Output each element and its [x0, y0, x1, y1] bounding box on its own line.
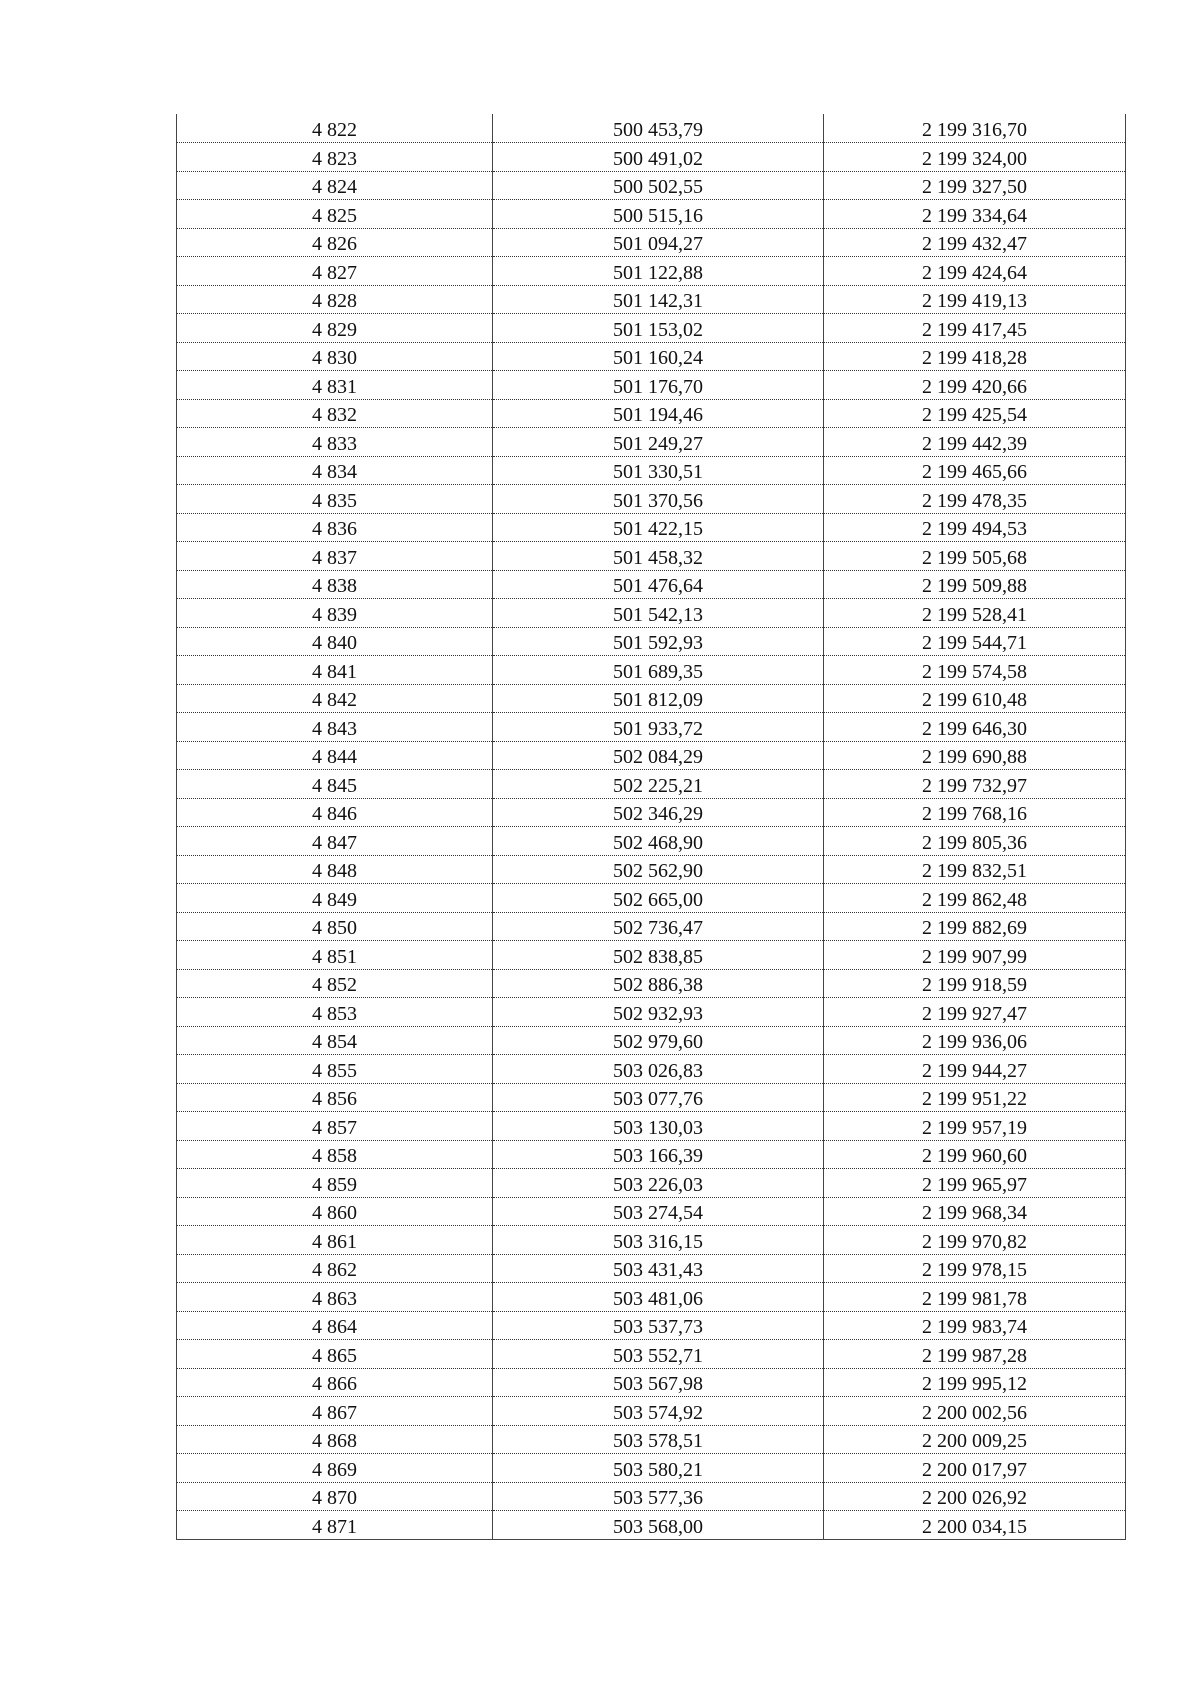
point-number-cell: 4 858	[177, 1140, 493, 1169]
y-coordinate-cell: 2 199 418,28	[824, 342, 1126, 371]
coordinates-table	[176, 114, 1126, 1540]
x-coordinate-cell: 502 979,60	[493, 1026, 824, 1055]
table-row	[177, 542, 1126, 571]
y-coordinate-cell: 2 199 442,39	[824, 428, 1126, 457]
table-row	[177, 1482, 1126, 1511]
table-row	[177, 770, 1126, 799]
point-number-cell: 4 826	[177, 228, 493, 257]
x-coordinate-cell: 503 574,92	[493, 1397, 824, 1426]
point-number-cell: 4 842	[177, 684, 493, 713]
table-row	[177, 513, 1126, 542]
table-row	[177, 1083, 1126, 1112]
table-row	[177, 1283, 1126, 1312]
x-coordinate-cell: 503 026,83	[493, 1055, 824, 1084]
table-row	[177, 656, 1126, 685]
table-row	[177, 171, 1126, 200]
x-coordinate-cell: 502 736,47	[493, 912, 824, 941]
y-coordinate-cell: 2 199 968,34	[824, 1197, 1126, 1226]
point-number-cell: 4 839	[177, 599, 493, 628]
y-coordinate-cell: 2 199 918,59	[824, 969, 1126, 998]
x-coordinate-cell: 501 153,02	[493, 314, 824, 343]
y-coordinate-cell: 2 199 574,58	[824, 656, 1126, 685]
y-coordinate-cell: 2 199 478,35	[824, 485, 1126, 514]
table-row	[177, 827, 1126, 856]
point-number-cell: 4 838	[177, 570, 493, 599]
y-coordinate-cell: 2 199 978,15	[824, 1254, 1126, 1283]
x-coordinate-cell: 503 274,54	[493, 1197, 824, 1226]
y-coordinate-cell: 2 199 646,30	[824, 713, 1126, 742]
x-coordinate-cell: 501 094,27	[493, 228, 824, 257]
table-row	[177, 884, 1126, 913]
x-coordinate-cell: 502 665,00	[493, 884, 824, 913]
y-coordinate-cell: 2 199 951,22	[824, 1083, 1126, 1112]
x-coordinate-cell: 502 084,29	[493, 741, 824, 770]
y-coordinate-cell: 2 199 690,88	[824, 741, 1126, 770]
y-coordinate-cell: 2 199 732,97	[824, 770, 1126, 799]
table-row	[177, 1169, 1126, 1198]
x-coordinate-cell: 503 537,73	[493, 1311, 824, 1340]
table-row	[177, 143, 1126, 172]
x-coordinate-cell: 503 316,15	[493, 1226, 824, 1255]
point-number-cell: 4 852	[177, 969, 493, 998]
y-coordinate-cell: 2 199 987,28	[824, 1340, 1126, 1369]
point-number-cell: 4 822	[177, 114, 493, 143]
x-coordinate-cell: 501 176,70	[493, 371, 824, 400]
point-number-cell: 4 845	[177, 770, 493, 799]
table-row	[177, 1511, 1126, 1540]
table-row	[177, 1140, 1126, 1169]
point-number-cell: 4 856	[177, 1083, 493, 1112]
x-coordinate-cell: 501 142,31	[493, 285, 824, 314]
y-coordinate-cell: 2 199 936,06	[824, 1026, 1126, 1055]
table-row	[177, 855, 1126, 884]
x-coordinate-cell: 501 194,46	[493, 399, 824, 428]
point-number-cell: 4 868	[177, 1425, 493, 1454]
x-coordinate-cell: 501 458,32	[493, 542, 824, 571]
table-row	[177, 713, 1126, 742]
table-row	[177, 912, 1126, 941]
x-coordinate-cell: 500 491,02	[493, 143, 824, 172]
point-number-cell: 4 859	[177, 1169, 493, 1198]
table-row	[177, 399, 1126, 428]
table-row	[177, 428, 1126, 457]
point-number-cell: 4 823	[177, 143, 493, 172]
y-coordinate-cell: 2 199 927,47	[824, 998, 1126, 1027]
point-number-cell: 4 831	[177, 371, 493, 400]
point-number-cell: 4 865	[177, 1340, 493, 1369]
point-number-cell: 4 830	[177, 342, 493, 371]
x-coordinate-cell: 500 502,55	[493, 171, 824, 200]
x-coordinate-cell: 501 476,64	[493, 570, 824, 599]
table-row	[177, 257, 1126, 286]
x-coordinate-cell: 503 577,36	[493, 1482, 824, 1511]
x-coordinate-cell: 501 689,35	[493, 656, 824, 685]
point-number-cell: 4 863	[177, 1283, 493, 1312]
table-row	[177, 741, 1126, 770]
y-coordinate-cell: 2 199 509,88	[824, 570, 1126, 599]
point-number-cell: 4 864	[177, 1311, 493, 1340]
table-row	[177, 1340, 1126, 1369]
table-row	[177, 1454, 1126, 1483]
x-coordinate-cell: 503 580,21	[493, 1454, 824, 1483]
y-coordinate-cell: 2 199 505,68	[824, 542, 1126, 571]
x-coordinate-cell: 501 370,56	[493, 485, 824, 514]
table-row	[177, 1112, 1126, 1141]
point-number-cell: 4 824	[177, 171, 493, 200]
y-coordinate-cell: 2 200 002,56	[824, 1397, 1126, 1426]
point-number-cell: 4 846	[177, 798, 493, 827]
point-number-cell: 4 866	[177, 1368, 493, 1397]
x-coordinate-cell: 501 422,15	[493, 513, 824, 542]
y-coordinate-cell: 2 199 544,71	[824, 627, 1126, 656]
y-coordinate-cell: 2 199 424,64	[824, 257, 1126, 286]
point-number-cell: 4 860	[177, 1197, 493, 1226]
x-coordinate-cell: 501 249,27	[493, 428, 824, 457]
y-coordinate-cell: 2 199 324,00	[824, 143, 1126, 172]
y-coordinate-cell: 2 199 465,66	[824, 456, 1126, 485]
y-coordinate-cell: 2 199 528,41	[824, 599, 1126, 628]
x-coordinate-cell: 501 592,93	[493, 627, 824, 656]
y-coordinate-cell: 2 199 907,99	[824, 941, 1126, 970]
point-number-cell: 4 840	[177, 627, 493, 656]
point-number-cell: 4 833	[177, 428, 493, 457]
x-coordinate-cell: 502 468,90	[493, 827, 824, 856]
x-coordinate-cell: 503 431,43	[493, 1254, 824, 1283]
table-row	[177, 342, 1126, 371]
point-number-cell: 4 867	[177, 1397, 493, 1426]
point-number-cell: 4 843	[177, 713, 493, 742]
table-row	[177, 1397, 1126, 1426]
point-number-cell: 4 871	[177, 1511, 493, 1540]
point-number-cell: 4 853	[177, 998, 493, 1027]
point-number-cell: 4 870	[177, 1482, 493, 1511]
x-coordinate-cell: 503 568,00	[493, 1511, 824, 1540]
table-row	[177, 1226, 1126, 1255]
table-row	[177, 599, 1126, 628]
table-row	[177, 1311, 1126, 1340]
table-row	[177, 941, 1126, 970]
y-coordinate-cell: 2 199 983,74	[824, 1311, 1126, 1340]
y-coordinate-cell: 2 199 419,13	[824, 285, 1126, 314]
y-coordinate-cell: 2 199 494,53	[824, 513, 1126, 542]
y-coordinate-cell: 2 199 425,54	[824, 399, 1126, 428]
y-coordinate-cell: 2 199 960,60	[824, 1140, 1126, 1169]
table-row	[177, 285, 1126, 314]
y-coordinate-cell: 2 199 420,66	[824, 371, 1126, 400]
point-number-cell: 4 836	[177, 513, 493, 542]
x-coordinate-cell: 502 225,21	[493, 770, 824, 799]
y-coordinate-cell: 2 199 995,12	[824, 1368, 1126, 1397]
point-number-cell: 4 851	[177, 941, 493, 970]
x-coordinate-cell: 503 552,71	[493, 1340, 824, 1369]
coordinates-table-body	[177, 114, 1126, 1539]
y-coordinate-cell: 2 200 034,15	[824, 1511, 1126, 1540]
point-number-cell: 4 847	[177, 827, 493, 856]
x-coordinate-cell: 500 515,16	[493, 200, 824, 229]
point-number-cell: 4 837	[177, 542, 493, 571]
y-coordinate-cell: 2 199 944,27	[824, 1055, 1126, 1084]
y-coordinate-cell: 2 199 334,64	[824, 200, 1126, 229]
y-coordinate-cell: 2 199 432,47	[824, 228, 1126, 257]
table-row	[177, 969, 1126, 998]
table-row	[177, 570, 1126, 599]
point-number-cell: 4 869	[177, 1454, 493, 1483]
point-number-cell: 4 827	[177, 257, 493, 286]
table-row	[177, 371, 1126, 400]
point-number-cell: 4 829	[177, 314, 493, 343]
table-row	[177, 627, 1126, 656]
table-row	[177, 684, 1126, 713]
y-coordinate-cell: 2 199 882,69	[824, 912, 1126, 941]
point-number-cell: 4 835	[177, 485, 493, 514]
table-row	[177, 1254, 1126, 1283]
y-coordinate-cell: 2 199 965,97	[824, 1169, 1126, 1198]
y-coordinate-cell: 2 199 417,45	[824, 314, 1126, 343]
x-coordinate-cell: 501 160,24	[493, 342, 824, 371]
y-coordinate-cell: 2 199 862,48	[824, 884, 1126, 913]
x-coordinate-cell: 501 122,88	[493, 257, 824, 286]
x-coordinate-cell: 502 886,38	[493, 969, 824, 998]
point-number-cell: 4 825	[177, 200, 493, 229]
x-coordinate-cell: 502 932,93	[493, 998, 824, 1027]
y-coordinate-cell: 2 200 026,92	[824, 1482, 1126, 1511]
x-coordinate-cell: 501 542,13	[493, 599, 824, 628]
y-coordinate-cell: 2 199 316,70	[824, 114, 1126, 143]
x-coordinate-cell: 503 578,51	[493, 1425, 824, 1454]
y-coordinate-cell: 2 199 957,19	[824, 1112, 1126, 1141]
table-row	[177, 1055, 1126, 1084]
table-row	[177, 798, 1126, 827]
y-coordinate-cell: 2 199 327,50	[824, 171, 1126, 200]
point-number-cell: 4 844	[177, 741, 493, 770]
x-coordinate-cell: 503 077,76	[493, 1083, 824, 1112]
point-number-cell: 4 861	[177, 1226, 493, 1255]
point-number-cell: 4 848	[177, 855, 493, 884]
table-row	[177, 485, 1126, 514]
point-number-cell: 4 841	[177, 656, 493, 685]
point-number-cell: 4 854	[177, 1026, 493, 1055]
point-number-cell: 4 850	[177, 912, 493, 941]
x-coordinate-cell: 500 453,79	[493, 114, 824, 143]
x-coordinate-cell: 502 346,29	[493, 798, 824, 827]
x-coordinate-cell: 503 567,98	[493, 1368, 824, 1397]
table-row	[177, 1026, 1126, 1055]
y-coordinate-cell: 2 200 017,97	[824, 1454, 1126, 1483]
point-number-cell: 4 828	[177, 285, 493, 314]
table-row	[177, 200, 1126, 229]
x-coordinate-cell: 502 562,90	[493, 855, 824, 884]
table-row	[177, 1197, 1126, 1226]
y-coordinate-cell: 2 199 768,16	[824, 798, 1126, 827]
y-coordinate-cell: 2 199 970,82	[824, 1226, 1126, 1255]
table-row	[177, 314, 1126, 343]
point-number-cell: 4 834	[177, 456, 493, 485]
x-coordinate-cell: 501 330,51	[493, 456, 824, 485]
x-coordinate-cell: 501 933,72	[493, 713, 824, 742]
point-number-cell: 4 855	[177, 1055, 493, 1084]
table-row	[177, 998, 1126, 1027]
y-coordinate-cell: 2 199 610,48	[824, 684, 1126, 713]
x-coordinate-cell: 503 481,06	[493, 1283, 824, 1312]
x-coordinate-cell: 503 166,39	[493, 1140, 824, 1169]
x-coordinate-cell: 503 226,03	[493, 1169, 824, 1198]
table-row	[177, 228, 1126, 257]
x-coordinate-cell: 503 130,03	[493, 1112, 824, 1141]
point-number-cell: 4 832	[177, 399, 493, 428]
point-number-cell: 4 857	[177, 1112, 493, 1141]
y-coordinate-cell: 2 199 805,36	[824, 827, 1126, 856]
table-row	[177, 456, 1126, 485]
table-row	[177, 114, 1126, 143]
y-coordinate-cell: 2 200 009,25	[824, 1425, 1126, 1454]
point-number-cell: 4 862	[177, 1254, 493, 1283]
x-coordinate-cell: 502 838,85	[493, 941, 824, 970]
table-row	[177, 1425, 1126, 1454]
x-coordinate-cell: 501 812,09	[493, 684, 824, 713]
y-coordinate-cell: 2 199 981,78	[824, 1283, 1126, 1312]
point-number-cell: 4 849	[177, 884, 493, 913]
y-coordinate-cell: 2 199 832,51	[824, 855, 1126, 884]
table-row	[177, 1368, 1126, 1397]
